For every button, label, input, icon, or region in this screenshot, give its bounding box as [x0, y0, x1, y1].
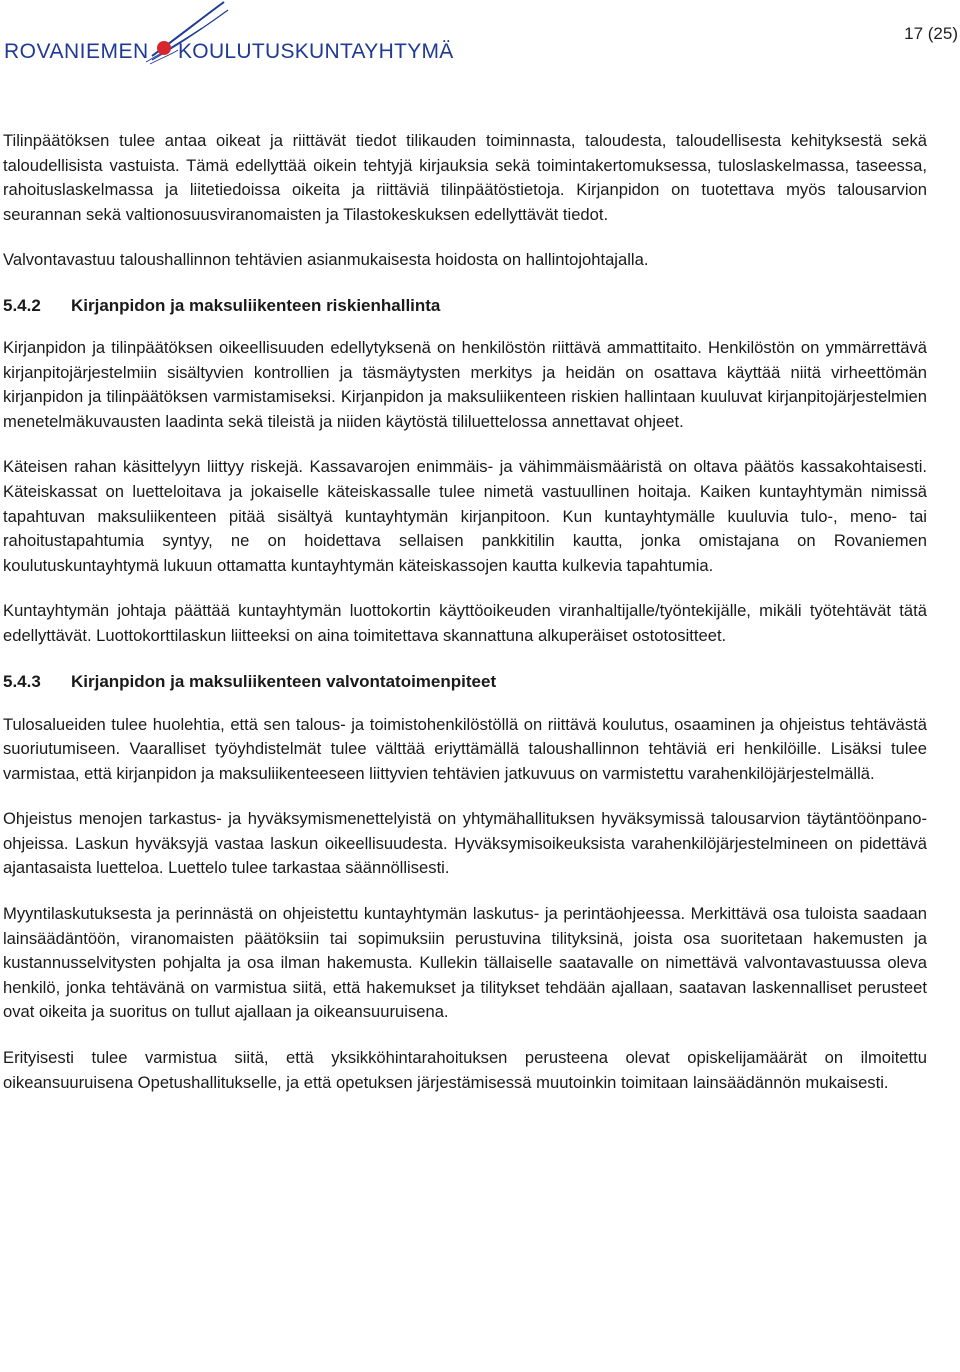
paragraph-invoicing: Myyntilaskutuksesta ja perinnästä on ohjeistettu kuntayhtymän laskutus- ja perintäohjeessa. Merkittävä osa tuloista saadaan lainsäädäntöön, viranomaisten päätöksiin tai sopimuksiin perustuvina tilityksinä, joista osa suoritetaan hakemusten ja kustannusselvitysten pohjalta ja osa ilman hakemusta. Kullekin tällaiselle saatavalle on nimettävä valvontavastuussa oleva henkilö, jonka tehtävänä on varmistua siitä, että hakemukset ja tilitykset tehdään ajallaan, saatavan laskennalliset perusteet ovat oikeita ja suoritus on tullut ajallaan ja oikeansuuruisena.: [3, 904, 927, 1022]
page-number: 17 (25): [904, 24, 958, 43]
paragraph-credit-card: Kuntayhtymän johtaja päättää kuntayhtymän luottokortin käyttöoikeuden viranhaltijalle/työntekijälle, mikäli työtehtävät tätä edellyttävät. Luottokorttilaskun liitteeksi on aina toimitettava skannattuna alkuperäiset ostotositteet.: [3, 601, 927, 645]
section-title: Kirjanpidon ja maksuliikenteen valvontatoimenpiteet: [71, 671, 497, 691]
paragraph-approval-process: Ohjeistus menojen tarkastus- ja hyväksymismenettelyistä on yhtymähallituksen hyväksymissä talousarvion täytäntöönpano-ohjeissa. Laskun hyväksyjä vastaa laskun oikeellisuudesta. Hyväksymisoikeuksista varahenkilöjärjestelmineen on pidettävä ajantasaista luetteloa. Luettelo tulee tarkastaa säännöllisesti.: [3, 809, 927, 878]
paragraph-accounting-risk: Kirjanpidon ja tilinpäätöksen oikeellisuuden edellytyksenä on henkilöstön riittävä ammattitaito. Henkilöstön on ymmärrettävä kirjanpitojärjestelmiin sisältyvien kontrollien ja täsmäytysten merkitys ja heidän on osattava käyttää niitä virheettömän kirjanpidon ja tilinpäätöksen varmistamiseksi. Kirjanpidon ja maksuliikenteen riskien hallintaan kuuluvat kirjanpitojärjestelmien menetelmäkuvausten laadinta sekä tileistä ja niiden käytöstä tililuettelossa annettavat ohjeet.: [3, 337, 927, 431]
paragraph-staff-training: Tulosalueiden tulee huolehtia, että sen talous- ja toimistohenkilöstöllä on riittävä koulutus, osaaminen ja ohjeistus tehtävästä suoriutumiseen. Vaaralliset työyhdistelmät tulee välttää eriyttämällä taloushallinnon tehtäviä eri henkilöille. Lisäksi tulee varmistaa, että kirjanpidon ja maksuliikenteeseen liittyvien tehtävien jatkuvuus on varmistettu varahenkilöjärjestelmällä.: [3, 714, 927, 783]
paragraph-cash-handling: Käteisen rahan käsittelyyn liittyy riskejä. Kassavarojen enimmäis- ja vähimmäismääristä on oltava päätös kassakohtaisesti. Käteiskassat on luetteloitava ja jokaiselle käteiskassalle tulee nimetä vastuullinen hoitaja. Kaiken kuntayhtymän nimissä tapahtuvan maksuliikenteen pitää sisältyä kuntayhtymän kirjanpitoon. Kun kuntayhtymälle kuuluvia tulo-, meno- tai rahoitustapahtumia syntyy, ne on hoidettava sellaisen pankkitilin kautta, jonka omistajana on Rovaniemen koulutuskuntayhtymä lukuun ottamatta kuntayhtymän käteiskassojen kautta kulkevia tapahtumia.: [3, 457, 927, 575]
paragraph-student-counts: Erityisesti tulee varmistua siitä, että yksikköhintarahoituksen perusteena olevat opiskelijamäärät on ilmoitettu oikeansuuruisena Opetushallitukselle, ja että opetuksen järjestämisessä muutoinkin toimitaan lainsäädännön mukaisesti.: [3, 1048, 927, 1092]
logo-text-right: KOULUTUSKUNTAYHTYMÄ: [178, 40, 454, 63]
logo-text-left: ROVANIEMEN: [4, 40, 149, 63]
page-header: [0, 0, 960, 95]
section-title: Kirjanpidon ja maksuliikenteen riskienhallinta: [71, 295, 441, 315]
section-number: 5.4.3: [3, 671, 41, 691]
paragraph-supervision-responsibility: Valvontavastuu taloushallinnon tehtävien asianmukaisesta hoidosta on hallintojohtajalla.: [3, 250, 649, 270]
document-body: [3, 129, 927, 1116]
section-heading-5-4-3: [3, 670, 927, 694]
section-number: 5.4.2: [3, 295, 41, 315]
section-heading-5-4-2: [3, 294, 927, 318]
paragraph-financial-statements: Tilinpäätöksen tulee antaa oikeat ja riittävät tiedot tilikauden toiminnasta, taloudesta, taloudellisesta kehityksestä sekä taloudellisista vastuista. Tämä edellyttää oikein tehtyjä kirjauksia sekä toimintakertomuksessa, tuloslaskelmassa, taseessa, rahoituslaskelmassa ja liitetiedoissa oikeita ja riittäviä tilinpäätöstietoja. Kirjanpidon on tuotettava myös talousarvion seurannan sekä valtionosuusviranomaisten ja Tilastokeskuksen edellyttävät tiedot.: [3, 131, 927, 224]
organization-logo: [2, 0, 454, 80]
